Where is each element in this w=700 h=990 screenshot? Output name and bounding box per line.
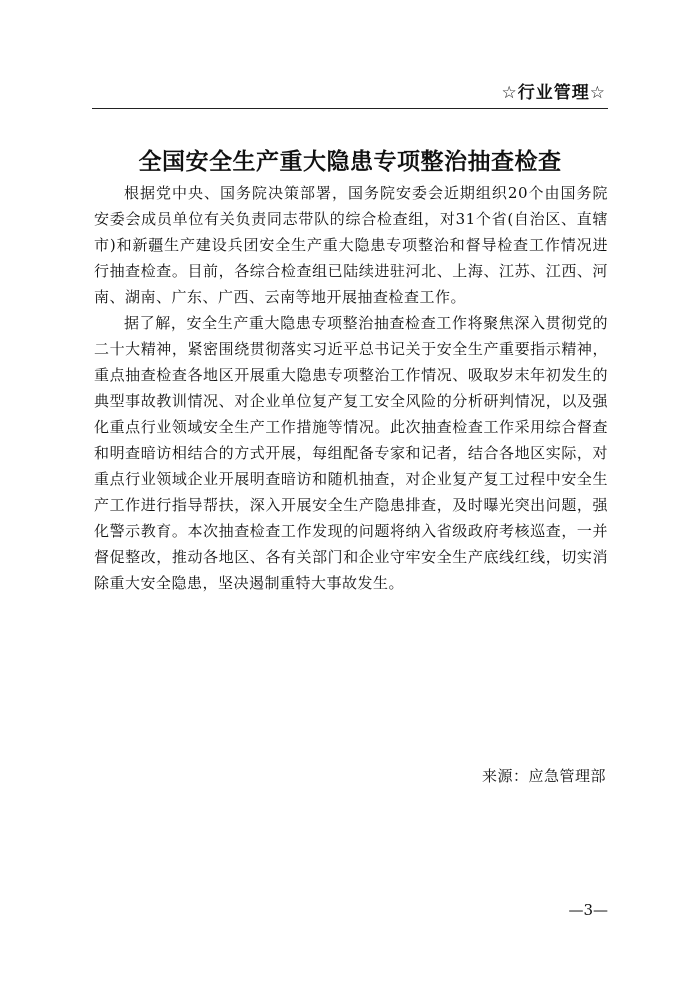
page-number: —3— bbox=[568, 901, 608, 919]
article-paragraph-2: 据了解，安全生产重大隐患专项整治抽查检查工作将聚焦深入贯彻党的二十大精神，紧密围绕贯彻落实习近平总书记关于安全生产重要指示精神，重点抽查检查各地区开展重大隐患专项整治工作情况、吸取岁末年初发生的典型事故教训情况、对企业单位复产复工安全风险的分析研判情况，以及强化重点行业领域安全生产工作措施等情况。此次抽查检查工作采用综合督查和明查暗访相结合的方式开展，每组配备专家和记者，结合各地区实际，对重点行业领域企业开展明查暗访和随机抽查，对企业复产复工过程中安全生产工作进行指导帮扶，深入开展安全生产隐患排查，及时曝光突出问题，强化警示教育。本次抽查检查工作发现的问题将纳入省级政府考核巡查，一并督促整改，推动各地区、各有关部门和企业守牢安全生产底线红线，切实消除重大安全隐患，坚决遏制重特大事故发生。 bbox=[94, 314, 608, 592]
article-paragraph-1: 根据党中央、国务院决策部署，国务院安委会近期组织20个由国务院安委会成员单位有关负责同志带队的综合检查组，对31个省(自治区、直辖市)和新疆生产建设兵团安全生产重大隐患专项整治和督导检查工作情况进行抽查检查。目前，各综合检查组已陆续进驻河北、上海、江苏、江西、河南、湖南、广东、广西、云南等地开展抽查检查工作。 bbox=[94, 184, 608, 306]
section-tag: ☆行业管理☆ bbox=[501, 83, 606, 103]
article-source: 来源：应急管理部 bbox=[481, 767, 606, 785]
article-title: 全国安全生产重大隐患专项整治抽查检查 bbox=[138, 149, 562, 176]
article-body bbox=[94, 180, 608, 596]
header-rule bbox=[92, 108, 608, 109]
